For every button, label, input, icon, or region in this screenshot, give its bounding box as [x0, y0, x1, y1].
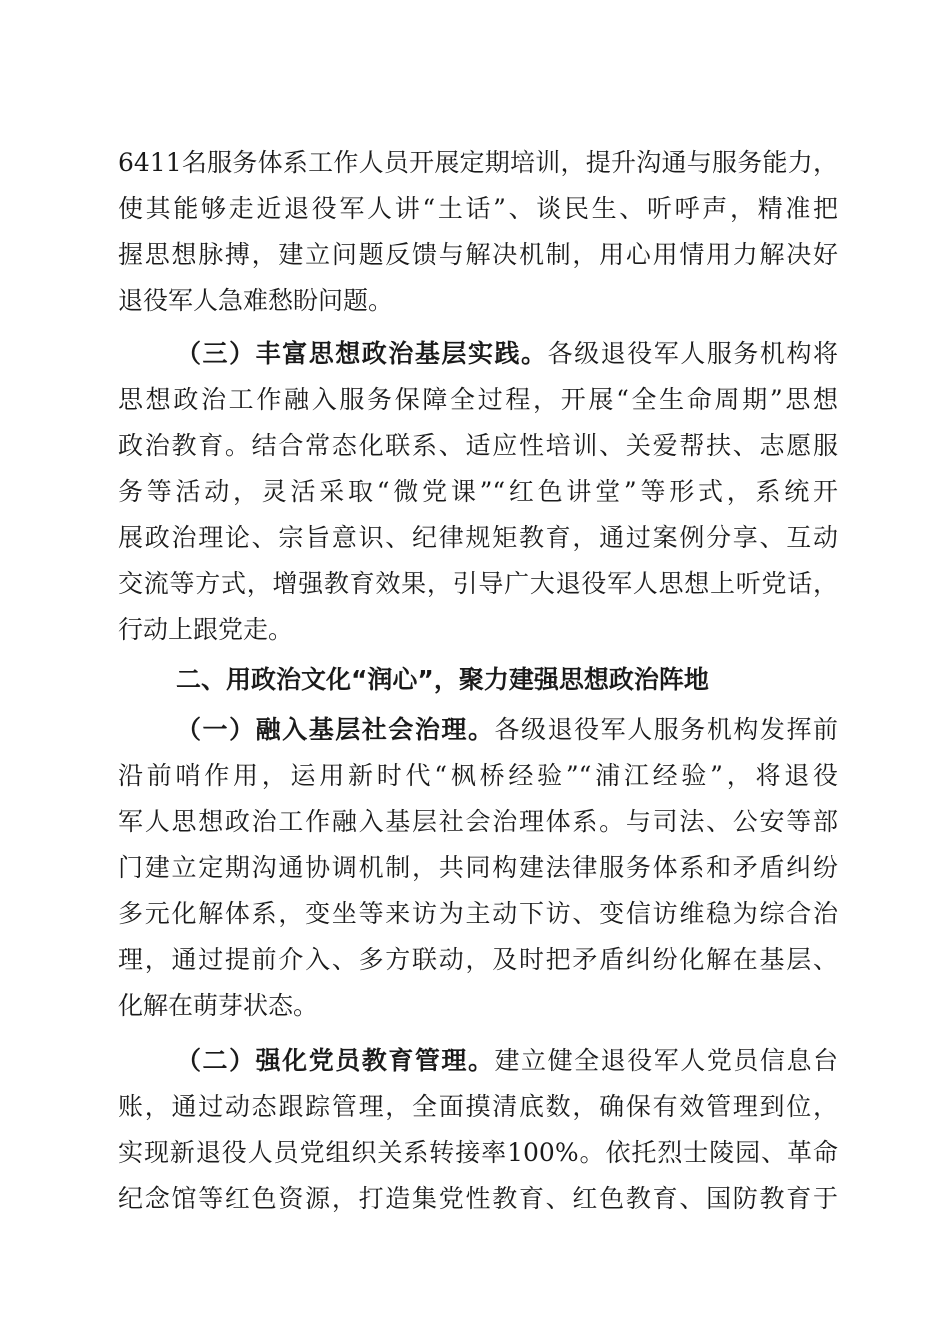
- paragraph-line: 6411名服务体系工作人员开展定期培训，提升沟通与服务能力，: [118, 148, 838, 177]
- paragraph-line: 使其能够走近退役军人讲“土话”、谈民生、听呼声，精准把: [118, 194, 838, 223]
- subsection-first-line: [176, 331, 838, 377]
- subsection-text: 各级退役军人服务机构将: [547, 339, 838, 368]
- paragraph-line: 政治教育。结合常态化联系、适应性培训、关爱帮扶、志愿服: [118, 431, 838, 460]
- paragraph-line: 纪念馆等红色资源，打造集党性教育、红色教育、国防教育于: [118, 1184, 838, 1213]
- paragraph-line: 行动上跟党走。: [118, 615, 294, 644]
- paragraph-line: 退役军人急难愁盼问题。: [118, 286, 394, 315]
- paragraph-line: 沿前哨作用，运用新时代“枫桥经验”“浦江经验”，将退役: [118, 761, 838, 790]
- paragraph-line: 握思想脉搏，建立问题反馈与解决机制，用心用情用力解决好: [118, 240, 838, 269]
- subsection-title: （一）融入基层社会治理。: [176, 715, 495, 744]
- subsection-title: （三）丰富思想政治基层实践。: [176, 339, 548, 368]
- section-heading: 二、用政治文化“润心”，聚力建强思想政治阵地: [176, 665, 709, 694]
- paragraph-line: 交流等方式，增强教育效果，引导广大退役军人思想上听党话，: [118, 569, 838, 598]
- paragraph-line: 军人思想政治工作融入基层社会治理体系。与司法、公安等部: [118, 807, 838, 836]
- subsection-text: 各级退役军人服务机构发挥前: [494, 715, 838, 744]
- paragraph-line: 务等活动，灵活采取“微党课”“红色讲堂”等形式，系统开: [118, 477, 838, 506]
- paragraph-line: 账，通过动态跟踪管理，全面摸清底数，确保有效管理到位，: [118, 1092, 838, 1121]
- paragraph-line: 展政治理论、宗旨意识、纪律规矩教育，通过案例分享、互动: [118, 523, 838, 552]
- subsection-first-line: [176, 1038, 838, 1084]
- paragraph-line: 多元化解体系，变坐等来访为主动下访、变信访维稳为综合治: [118, 899, 838, 928]
- subsection-title: （二）强化党员教育管理。: [176, 1046, 495, 1075]
- paragraph-line: 实现新退役人员党组织关系转接率100%。依托烈士陵园、革命: [118, 1138, 838, 1167]
- paragraph-line: 思想政治工作融入服务保障全过程，开展“全生命周期”思想: [118, 385, 838, 414]
- subsection-first-line: [176, 707, 838, 753]
- paragraph-line: 理，通过提前介入、多方联动，及时把矛盾纠纷化解在基层、: [118, 945, 838, 974]
- paragraph-line: 化解在萌芽状态。: [118, 991, 319, 1020]
- paragraph-line: 门建立定期沟通协调机制，共同构建法律服务体系和矛盾纠纷: [118, 853, 838, 882]
- subsection-text: 建立健全退役军人党员信息台: [494, 1046, 838, 1075]
